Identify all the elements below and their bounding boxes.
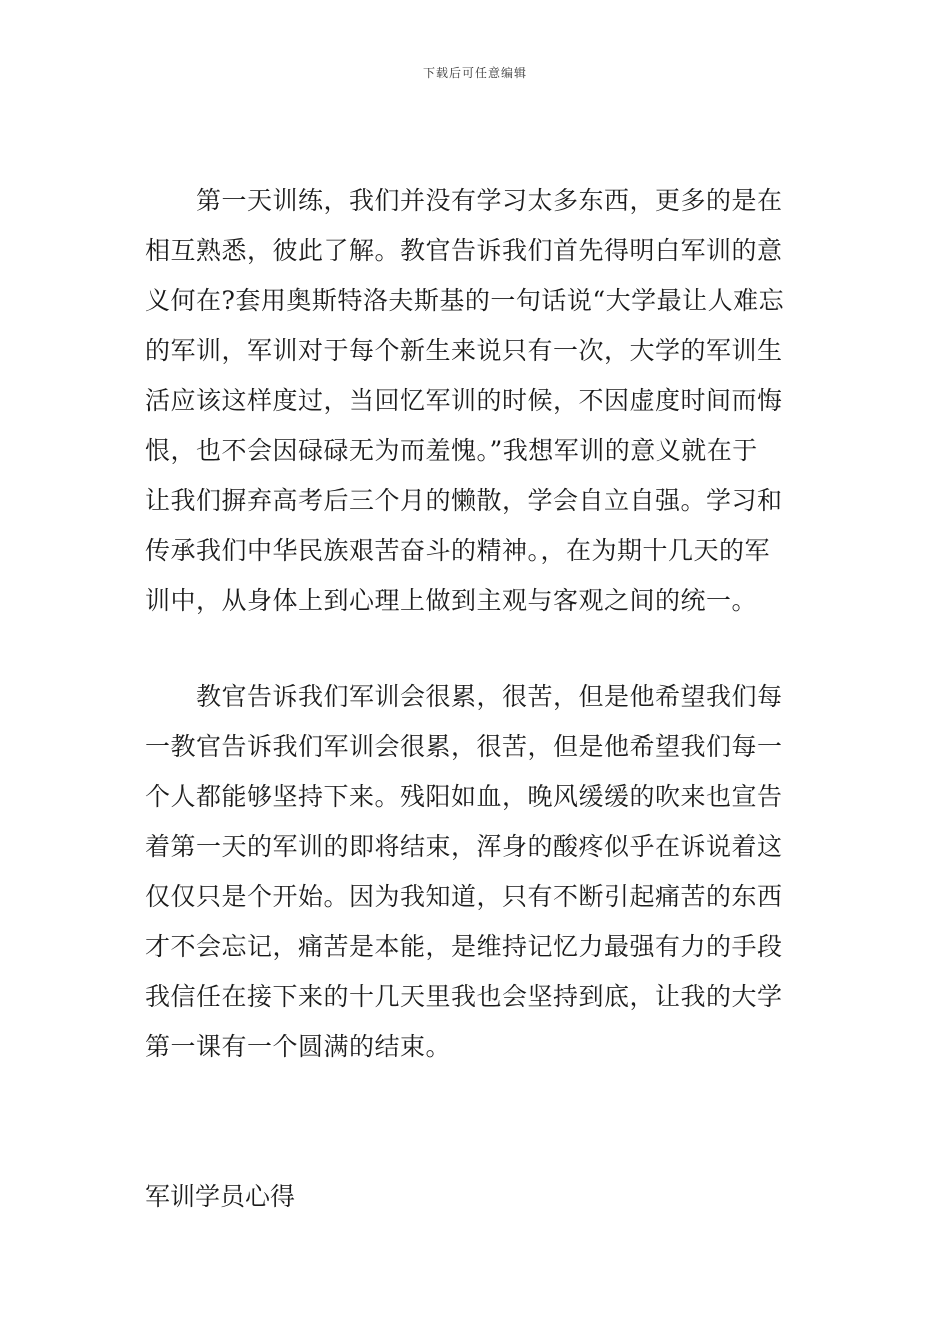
paragraph-line: 教官告诉我们军训会很累，很苦，但是他希望我们每 — [145, 682, 783, 711]
paragraph-line: 的军训，军训对于每个新生来说只有一次，大学的军训生 — [145, 336, 783, 365]
paragraph-line: 第一课有一个圆满的结束。 — [145, 1032, 452, 1061]
paragraph-line: 让我们摒弃高考后三个月的懒散，学会自立自强。学习和 — [145, 486, 783, 515]
page-header-note: 下载后可任意编辑 — [422, 66, 527, 80]
paragraph-2 — [145, 672, 807, 1072]
paragraph-line: 义何在?套用奥斯特洛夫斯基的一句话说“大学最让人难忘 — [145, 286, 785, 315]
paragraph-1 — [145, 176, 807, 626]
paragraph-line: 第一天训练，我们并没有学习太多东西，更多的是在 — [145, 186, 783, 215]
paragraph-line: 才不会忘记，痛苦是本能，是维持记忆力最强有力的手段 — [145, 932, 783, 961]
paragraph-line: 训中，从身体上到心理上做到主观与客观之间的统一。 — [145, 586, 758, 615]
paragraph-line: 传承我们中华民族艰苦奋斗的精神。，在为期十几天的军 — [145, 536, 771, 565]
paragraph-line: 相互熟悉，彼此了解。教官告诉我们首先得明白军训的意 — [145, 236, 783, 265]
paragraph-line: 着第一天的军训的即将结束，浑身的酸疼似乎在诉说着这 — [145, 832, 783, 861]
paragraph-line: 我信任在接下来的十几天里我也会坚持到底，让我的大学 — [145, 982, 783, 1011]
section-heading: 军训学员心得 — [145, 1182, 296, 1211]
paragraph-line: 仅仅只是个开始。因为我知道，只有不断引起痛苦的东西 — [145, 882, 783, 911]
paragraph-line: 一教官告诉我们军训会很累，很苦，但是他希望我们每一 — [145, 732, 783, 761]
paragraph-line: 恨，也不会因碌碌无为而羞愧。”我想军训的意义就在于 — [145, 436, 758, 465]
paragraph-line: 活应该这样度过，当回忆军训的时候，不因虚度时间而悔 — [145, 386, 783, 415]
paragraph-line: 个人都能够坚持下来。残阳如血，晚风缓缓的吹来也宣告 — [145, 782, 783, 811]
